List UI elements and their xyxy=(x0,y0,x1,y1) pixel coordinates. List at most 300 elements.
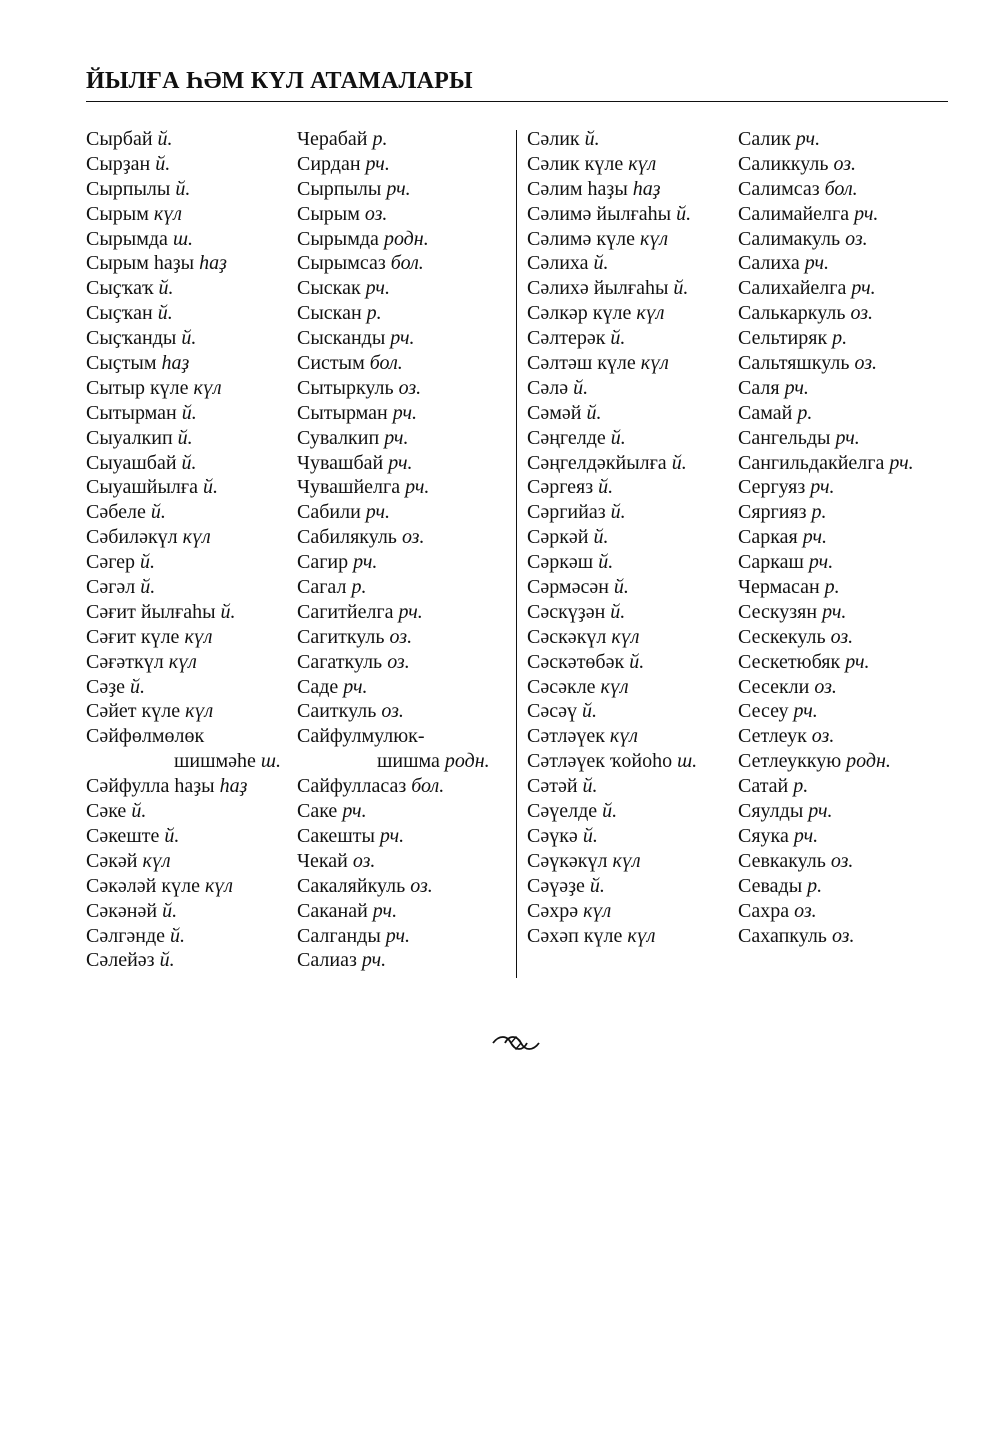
entry-abbreviation: күл xyxy=(640,352,669,375)
entry-name: Сырҙан xyxy=(86,152,151,175)
entry-name: Сәңгелдәкйылға xyxy=(527,451,667,474)
list-item xyxy=(297,724,490,749)
entry-name: Сәүкәкүл xyxy=(527,849,608,872)
entry-name: шишма xyxy=(377,750,440,773)
entry-abbreviation: й. xyxy=(573,376,589,399)
list-item xyxy=(738,202,914,227)
entry-abbreviation: күл xyxy=(583,899,612,922)
list-item xyxy=(297,525,490,550)
entry-abbreviation: родн. xyxy=(846,750,891,773)
entry-name: Сырым xyxy=(297,202,360,225)
entry-abbreviation: оз. xyxy=(850,302,873,325)
list-item xyxy=(86,227,281,252)
entry-name: Сяулды xyxy=(738,800,804,823)
list-item xyxy=(86,749,281,774)
entry-name: шишмәһе xyxy=(174,750,256,773)
entry-abbreviation: р. xyxy=(351,576,367,599)
entry-abbreviation: күл xyxy=(182,526,211,549)
entry-abbreviation: рч. xyxy=(793,824,819,847)
entry-abbreviation: рч. xyxy=(851,277,876,300)
entry-name: Систым xyxy=(297,352,365,375)
entry-name: Сырымсаз xyxy=(297,252,386,275)
entry-name: Сәбиләкүл xyxy=(86,526,178,549)
entry-name: Сытыр күле xyxy=(86,376,189,399)
entry-name: Сагитйелга xyxy=(297,600,394,623)
list-item xyxy=(86,177,281,202)
entry-name: Сәхәп күле xyxy=(527,924,623,947)
list-item xyxy=(297,849,490,874)
entry-abbreviation: р. xyxy=(824,576,840,599)
entry-abbreviation: й. xyxy=(181,451,197,474)
list-item xyxy=(297,127,490,152)
entry-abbreviation: й. xyxy=(220,600,236,623)
entry-name: Сәйфөлмөлөк xyxy=(86,725,205,748)
entry-abbreviation: күл xyxy=(184,625,213,648)
entry-name: Сәбеле xyxy=(86,501,146,524)
entry-name: Сыҫҡаҡ xyxy=(86,277,154,300)
entry-name: Сальтяшкуль xyxy=(738,352,850,375)
entry-name: Саля xyxy=(738,376,780,399)
entry-abbreviation: й. xyxy=(598,551,614,574)
list-item xyxy=(527,774,697,799)
entry-abbreviation: рч. xyxy=(386,177,411,200)
entry-abbreviation: й. xyxy=(203,476,218,499)
entry-abbreviation: рч. xyxy=(392,401,418,424)
entry-abbreviation: ш. xyxy=(172,227,194,250)
entry-abbreviation: й. xyxy=(593,526,609,549)
entry-name: Сырым xyxy=(86,202,149,225)
entry-abbreviation: й. xyxy=(671,451,687,474)
list-item xyxy=(297,326,490,351)
list-item xyxy=(86,625,281,650)
entry-name: Сәргеяз xyxy=(527,476,594,499)
entry-name: Сыҫҡанды xyxy=(86,327,177,350)
list-item xyxy=(86,699,281,724)
entry-name: Сырым һаҙы xyxy=(86,252,195,275)
entry-name: Салиаз xyxy=(297,949,357,972)
entry-name: Сыуашбай xyxy=(86,451,177,474)
entry-abbreviation: й. xyxy=(175,177,191,200)
entry-abbreviation: рч. xyxy=(808,800,833,823)
entry-abbreviation: күл xyxy=(600,675,629,698)
list-item xyxy=(297,650,490,675)
entry-name: Сәркәй xyxy=(527,526,589,549)
entry-abbreviation: рч. xyxy=(398,600,423,623)
entry-abbreviation: й. xyxy=(177,426,193,449)
entry-name: Сәлейәз xyxy=(86,949,155,972)
entry-abbreviation: й. xyxy=(610,600,626,623)
entry-abbreviation: ш. xyxy=(677,750,698,773)
entry-abbreviation: рч. xyxy=(802,526,827,549)
entry-name: Сагал xyxy=(297,576,347,599)
entry-name: Чувашйелга xyxy=(297,476,401,499)
entry-name: Сахапкуль xyxy=(738,924,827,947)
list-item xyxy=(297,152,490,177)
entry-abbreviation: оз. xyxy=(830,849,854,872)
entry-abbreviation: й. xyxy=(593,252,609,275)
entry-abbreviation: һаҙ xyxy=(161,352,190,375)
list-item xyxy=(86,251,281,276)
entry-name: Сәсәкле xyxy=(527,675,596,698)
list-item xyxy=(297,301,490,326)
entry-name: Сәғәткүл xyxy=(86,650,164,673)
list-item xyxy=(86,475,281,500)
entry-name: Саркаш xyxy=(738,551,804,574)
entry-name: Севкакуль xyxy=(738,849,826,872)
entry-abbreviation: рч. xyxy=(795,128,821,150)
list-item xyxy=(738,924,914,949)
entry-name: Салиха xyxy=(738,252,800,275)
entry-name: Сувалкип xyxy=(297,426,380,449)
entry-abbreviation: й. xyxy=(610,501,626,524)
list-item xyxy=(297,575,490,600)
entry-abbreviation: й. xyxy=(584,128,600,150)
entry-abbreviation: й. xyxy=(610,327,626,350)
entry-abbreviation: й. xyxy=(150,501,166,524)
list-item xyxy=(86,127,281,152)
entry-name: Сәлихә йылғаһы xyxy=(527,277,669,300)
entry-name: Сәсәү xyxy=(527,700,577,723)
entry-name: Саиткуль xyxy=(297,700,377,723)
entry-name: Сыуашйылға xyxy=(86,476,198,499)
entry-abbreviation: күл xyxy=(612,849,641,872)
entry-abbreviation: й. xyxy=(170,924,186,947)
entry-abbreviation: р. xyxy=(811,501,827,524)
entry-name: Сәүелде xyxy=(527,800,598,823)
entry-abbreviation: оз. xyxy=(398,376,422,399)
entry-name: Сытыркуль xyxy=(297,376,394,399)
entry-abbreviation: оз. xyxy=(833,152,856,175)
entry-abbreviation: рч. xyxy=(353,551,378,574)
list-item xyxy=(527,227,697,252)
list-item xyxy=(527,251,697,276)
entry-abbreviation: й. xyxy=(676,202,692,225)
list-item xyxy=(86,401,281,426)
list-item xyxy=(738,699,914,724)
list-item xyxy=(527,824,697,849)
entry-abbreviation: й. xyxy=(589,874,605,897)
entry-abbreviation: рч. xyxy=(390,327,415,350)
list-item xyxy=(738,625,914,650)
entry-name: Сыскан xyxy=(297,302,362,325)
list-item xyxy=(297,948,490,973)
entry-name: Сәкеште xyxy=(86,824,160,847)
entry-name: Сәңгелде xyxy=(527,426,606,449)
entry-abbreviation: рч. xyxy=(793,700,818,723)
list-item xyxy=(527,475,697,500)
entry-abbreviation: бол. xyxy=(824,177,858,200)
list-item xyxy=(86,575,281,600)
list-item xyxy=(86,948,281,973)
list-item xyxy=(738,376,914,401)
entry-name: Сәтләүек ҡойоһо xyxy=(527,750,673,773)
list-item xyxy=(738,276,914,301)
entry-name: Сыскак xyxy=(297,277,361,300)
list-item xyxy=(297,401,490,426)
entry-name: Сыуалкип xyxy=(86,426,173,449)
list-item xyxy=(738,525,914,550)
list-item xyxy=(297,600,490,625)
entry-name: Сайфулласаз xyxy=(297,775,407,798)
entry-abbreviation: рч. xyxy=(384,426,409,449)
list-item xyxy=(86,500,281,525)
entry-abbreviation: й. xyxy=(181,401,197,424)
list-item xyxy=(738,749,914,774)
list-item xyxy=(297,550,490,575)
list-item xyxy=(738,177,914,202)
list-item xyxy=(738,301,914,326)
entry-abbreviation: рч. xyxy=(365,501,391,524)
entry-abbreviation: рч. xyxy=(361,949,387,972)
list-item xyxy=(527,600,697,625)
entry-abbreviation: й. xyxy=(581,700,597,723)
entry-name: Сяука xyxy=(738,824,789,847)
entry-name: Сәлимә күле xyxy=(527,227,636,250)
column-3-bashkir xyxy=(527,127,697,948)
entry-name: Сәғит йылғаһы xyxy=(86,600,216,623)
list-item xyxy=(527,849,697,874)
list-item xyxy=(297,824,490,849)
entry-name: Сәтәй xyxy=(527,775,578,798)
entry-abbreviation: оз. xyxy=(387,650,410,673)
list-item xyxy=(297,276,490,301)
list-item xyxy=(297,874,490,899)
entry-abbreviation: күл xyxy=(142,849,171,872)
entry-abbreviation: й. xyxy=(155,152,171,175)
entry-abbreviation: күл xyxy=(153,202,182,225)
list-item xyxy=(86,451,281,476)
entry-name: Сәлтерәк xyxy=(527,327,606,350)
list-item xyxy=(738,500,914,525)
entry-abbreviation: рч. xyxy=(784,376,809,399)
list-item xyxy=(527,376,697,401)
entry-name: Сесеу xyxy=(738,700,789,723)
list-item xyxy=(297,177,490,202)
entry-abbreviation: й. xyxy=(613,576,629,599)
entry-name: Сытырман xyxy=(86,401,177,424)
entry-name: Сирдан xyxy=(297,152,361,175)
list-item xyxy=(297,799,490,824)
entry-abbreviation: күл xyxy=(628,152,657,175)
ornament-icon xyxy=(491,1031,541,1055)
entry-abbreviation: рч. xyxy=(365,277,390,300)
entry-name: Севады xyxy=(738,874,803,897)
entry-abbreviation: й. xyxy=(131,800,147,823)
entry-name: Саке xyxy=(297,800,338,823)
entry-name: Сакаляйкуль xyxy=(297,874,406,897)
list-item xyxy=(297,625,490,650)
entry-name: Сатай xyxy=(738,775,789,798)
entry-abbreviation: й. xyxy=(181,327,197,350)
page-title: ЙЫЛҒА ҺӘМ КҮЛ АТАМАЛАРЫ xyxy=(86,68,473,94)
list-item xyxy=(86,675,281,700)
list-item xyxy=(86,525,281,550)
entry-name: Сәкәләй күле xyxy=(86,874,200,897)
entry-abbreviation: оз. xyxy=(814,675,837,698)
list-item xyxy=(86,774,281,799)
list-item xyxy=(86,724,281,749)
list-item xyxy=(738,152,914,177)
entry-abbreviation: р. xyxy=(797,401,813,424)
list-item xyxy=(527,426,697,451)
list-item xyxy=(738,874,914,899)
list-item xyxy=(738,899,914,924)
entry-name: Сәрмәсән xyxy=(527,576,609,599)
list-item xyxy=(527,276,697,301)
entry-name: Сергуяз xyxy=(738,476,806,499)
list-item xyxy=(86,874,281,899)
list-item xyxy=(738,849,914,874)
list-item xyxy=(527,724,697,749)
entry-name: Сәлим һаҙы xyxy=(527,177,628,200)
list-item xyxy=(297,376,490,401)
list-item xyxy=(86,899,281,924)
entry-abbreviation: й. xyxy=(582,824,598,847)
list-item xyxy=(738,824,914,849)
entry-abbreviation: рч. xyxy=(379,824,405,847)
entry-abbreviation: оз. xyxy=(831,924,855,947)
entry-name: Салькаркуль xyxy=(738,302,846,325)
list-item xyxy=(738,550,914,575)
entry-name: Сәгер xyxy=(86,551,136,574)
entry-abbreviation: һаҙ xyxy=(219,775,248,798)
list-item xyxy=(527,177,697,202)
entry-abbreviation: й. xyxy=(140,551,156,574)
entry-abbreviation: оз. xyxy=(381,700,404,723)
entry-name: Сайфулмулюк- xyxy=(297,725,425,748)
entry-name: Сәмәй xyxy=(527,401,582,424)
entry-name: Чекай xyxy=(297,849,348,872)
entry-name: Сәлиха xyxy=(527,252,589,275)
entry-name: Сәлкәр күле xyxy=(527,302,632,325)
list-item xyxy=(297,749,490,774)
entry-abbreviation: й. xyxy=(673,277,689,300)
entry-abbreviation: оз. xyxy=(794,899,817,922)
entry-abbreviation: рч. xyxy=(372,899,398,922)
entry-name: Сәлә xyxy=(527,376,569,399)
entry-abbreviation: рч. xyxy=(804,252,829,275)
column-1-bashkir xyxy=(86,127,281,973)
entry-abbreviation: күл xyxy=(168,650,197,673)
list-item xyxy=(738,251,914,276)
list-item xyxy=(86,301,281,326)
entry-name: Сәлик күле xyxy=(527,152,624,175)
entry-abbreviation: оз. xyxy=(401,526,425,549)
entry-name: Сырпылы xyxy=(86,177,171,200)
list-item xyxy=(86,600,281,625)
entry-abbreviation: рч. xyxy=(388,451,413,474)
entry-abbreviation: й. xyxy=(602,800,618,823)
list-item xyxy=(297,251,490,276)
list-item xyxy=(527,301,697,326)
entry-abbreviation: оз. xyxy=(854,352,878,375)
list-item xyxy=(527,326,697,351)
entry-name: Сыҫтым xyxy=(86,352,157,375)
entry-name: Саде xyxy=(297,675,339,698)
list-item xyxy=(527,799,697,824)
list-item xyxy=(86,202,281,227)
entry-name: Черабай xyxy=(297,128,368,150)
list-item xyxy=(297,774,490,799)
entry-name: Сәкәнәй xyxy=(86,899,158,922)
entry-abbreviation: күл xyxy=(193,376,222,399)
entry-name: Сырпылы xyxy=(297,177,382,200)
entry-abbreviation: рч. xyxy=(822,600,847,623)
list-item xyxy=(527,550,697,575)
entry-name: Сельтиряк xyxy=(738,327,828,350)
entry-name: Саликкуль xyxy=(738,152,829,175)
entry-abbreviation: рч. xyxy=(854,202,879,225)
entry-name: Салихайелга xyxy=(738,277,847,300)
entry-abbreviation: күл xyxy=(185,700,214,723)
list-item xyxy=(297,351,490,376)
entry-abbreviation: рч. xyxy=(810,476,835,499)
entry-abbreviation: һаҙ xyxy=(199,252,227,275)
entry-name: Сырымда xyxy=(297,227,379,250)
entry-name: Сырбай xyxy=(86,128,153,150)
entry-abbreviation: күл xyxy=(627,924,656,947)
list-item xyxy=(86,351,281,376)
entry-name: Сахра xyxy=(738,899,790,922)
list-item xyxy=(527,525,697,550)
column-2-russian xyxy=(297,127,490,973)
list-item xyxy=(527,500,697,525)
entry-abbreviation: бол. xyxy=(369,352,403,375)
list-item xyxy=(738,451,914,476)
entry-name: Сетлеуккую xyxy=(738,750,842,773)
entry-name: Салимайелга xyxy=(738,202,850,225)
entry-name: Чувашбай xyxy=(297,451,384,474)
entry-name: Салганды xyxy=(297,924,381,947)
entry-abbreviation: күл xyxy=(636,302,665,325)
column-divider xyxy=(516,130,517,978)
list-item xyxy=(527,650,697,675)
list-item xyxy=(738,401,914,426)
entry-name: Сәлгәнде xyxy=(86,924,166,947)
entry-abbreviation: родн. xyxy=(383,227,429,250)
entry-abbreviation: й. xyxy=(629,650,645,673)
entry-name: Салимсаз xyxy=(738,177,820,200)
list-item xyxy=(527,749,697,774)
entry-abbreviation: күл xyxy=(204,874,234,897)
entry-abbreviation: рч. xyxy=(405,476,430,499)
list-item xyxy=(738,426,914,451)
list-item xyxy=(738,227,914,252)
list-item xyxy=(527,451,697,476)
list-item xyxy=(527,127,697,152)
list-item xyxy=(738,351,914,376)
list-item xyxy=(738,724,914,749)
list-item xyxy=(738,575,914,600)
entry-abbreviation: күл xyxy=(640,227,669,250)
entry-abbreviation: рч. xyxy=(845,650,870,673)
entry-abbreviation: ш. xyxy=(260,750,282,773)
entry-name: Сәлимә йылғаһы xyxy=(527,202,672,225)
entry-name: Сәркәш xyxy=(527,551,594,574)
entry-abbreviation: р. xyxy=(807,874,823,897)
entry-name: Сәйет күле xyxy=(86,700,181,723)
list-item xyxy=(527,699,697,724)
entry-abbreviation: бол. xyxy=(390,252,424,275)
entry-abbreviation: һаҙ xyxy=(632,177,661,200)
entry-abbreviation: й. xyxy=(582,775,598,798)
list-item xyxy=(297,202,490,227)
list-item xyxy=(86,824,281,849)
entry-name: Сыҫҡан xyxy=(86,302,153,325)
entry-name: Сангильдакйелга xyxy=(738,451,885,474)
entry-abbreviation: й. xyxy=(159,949,175,972)
list-item xyxy=(527,401,697,426)
